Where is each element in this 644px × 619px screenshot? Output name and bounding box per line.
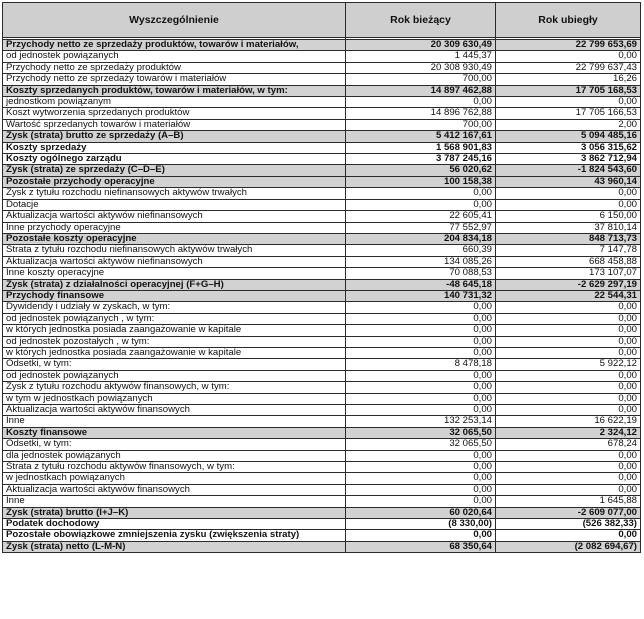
table-row [3,347,641,358]
row-current-year: 134 085,26 [346,256,496,267]
row-label: Podatek dochodowy [3,519,346,530]
row-previous-year: 5 922,12 [496,359,641,370]
table-row [3,439,641,450]
row-current-year: 77 552,97 [346,222,496,233]
row-previous-year: 0,00 [496,313,641,324]
row-label: Przychody netto ze sprzedaży produktów [3,62,346,73]
header-previous-year: Rok ubiegły [496,3,641,38]
row-current-year: 700,00 [346,74,496,85]
table-row [3,40,641,51]
row-previous-year: 0,00 [496,462,641,473]
row-previous-year: 3 056 315,62 [496,142,641,153]
row-current-year: 0,00 [346,405,496,416]
table-row [3,541,641,552]
table-row [3,176,641,187]
table-row [3,245,641,256]
income-statement-table [2,2,641,553]
table-row [3,313,641,324]
row-label: od jednostek pozostałych , w tym: [3,336,346,347]
row-previous-year: 0,00 [496,325,641,336]
row-current-year: 0,00 [346,370,496,381]
row-current-year: 1 568 901,83 [346,142,496,153]
row-current-year: 32 065,50 [346,439,496,450]
row-label: Koszty ogólnego zarządu [3,154,346,165]
row-label: Koszt wytworzenia sprzedanych produktów [3,108,346,119]
row-label: Koszty sprzedanych produktów, towarów i materiałów, w tym: [3,85,346,96]
row-previous-year: 0,00 [496,97,641,108]
row-previous-year: 0,00 [496,347,641,358]
table-row [3,405,641,416]
row-current-year: 0,00 [346,462,496,473]
table-row [3,496,641,507]
table-row [3,233,641,244]
row-previous-year: 0,00 [496,370,641,381]
row-current-year: 0,00 [346,450,496,461]
row-previous-year: 5 094 485,16 [496,131,641,142]
row-previous-year: 0,00 [496,302,641,313]
header-description: Wyszczególnienie [3,3,346,38]
row-label: Koszty sprzedaży [3,142,346,153]
row-current-year: 0,00 [346,188,496,199]
row-previous-year: 2 324,12 [496,427,641,438]
row-label: Zysk (strata) brutto (I+J–K) [3,507,346,518]
row-previous-year: (526 382,33) [496,519,641,530]
row-label: Zysk z tytułu rozchodu aktywów finansowych, w tym: [3,382,346,393]
table-row [3,211,641,222]
row-current-year: 0,00 [346,199,496,210]
row-current-year: 0,00 [346,530,496,541]
row-previous-year: (2 082 694,67) [496,541,641,552]
table-row [3,165,641,176]
row-label: Przychody finansowe [3,290,346,301]
row-label: od jednostek powiązanych [3,370,346,381]
row-label: Strata z tytułu rozchodu niefinansowych aktywów trwałych [3,245,346,256]
table-row [3,530,641,541]
table-row [3,199,641,210]
row-previous-year: 37 810,14 [496,222,641,233]
table-row [3,519,641,530]
row-current-year: 0,00 [346,382,496,393]
row-label: Zysk (strata) netto (L-M-N) [3,541,346,552]
row-current-year: 3 787 245,16 [346,154,496,165]
row-label: Inne koszty operacyjne [3,268,346,279]
row-label: Zysk (strata) ze sprzedaży (C–D–E) [3,165,346,176]
table-row [3,279,641,290]
row-current-year: 8 478,18 [346,359,496,370]
row-label: w tym w jednostkach powiązanych [3,393,346,404]
row-current-year: 20 309 630,49 [346,40,496,51]
row-current-year: 56 020,62 [346,165,496,176]
row-current-year: 660,39 [346,245,496,256]
row-previous-year: 0,00 [496,51,641,62]
row-current-year: 204 834,18 [346,233,496,244]
table-row [3,119,641,130]
row-label: Aktualizacja wartości aktywów niefinansowych [3,211,346,222]
table-row [3,473,641,484]
row-current-year: (8 330,00) [346,519,496,530]
row-label: jednostkom powiązanym [3,97,346,108]
income-statement [2,2,640,553]
row-previous-year: 0,00 [496,450,641,461]
table-row [3,268,641,279]
row-label: w których jednostka posiada zaangażowanie w kapitale [3,325,346,336]
table-row [3,97,641,108]
table-row [3,154,641,165]
row-label: Aktualizacja wartości aktywów finansowych [3,405,346,416]
header-row [3,3,641,38]
table-row [3,188,641,199]
table-row [3,222,641,233]
row-previous-year: 0,00 [496,393,641,404]
row-previous-year: 6 150,00 [496,211,641,222]
row-label: Przychody netto ze sprzedaży produktów, towarów i materiałów, [3,40,346,51]
table-row [3,290,641,301]
table-row [3,450,641,461]
row-label: Strata z tytułu rozchodu aktywów finansowych, w tym: [3,462,346,473]
row-current-year: 1 445,37 [346,51,496,62]
table-row [3,131,641,142]
row-previous-year: -2 629 297,19 [496,279,641,290]
row-previous-year: 678,24 [496,439,641,450]
row-current-year: 0,00 [346,336,496,347]
table-row [3,382,641,393]
row-previous-year: 0,00 [496,382,641,393]
row-label: Zysk z tytułu rozchodu niefinansowych aktywów trwałych [3,188,346,199]
row-label: Pozostałe obowiązkowe zmniejszenia zysku (zwiększenia straty) [3,530,346,541]
row-label: Dywidendy i udziały w zyskach, w tym: [3,302,346,313]
row-current-year: 0,00 [346,484,496,495]
row-previous-year: 16 622,19 [496,416,641,427]
row-current-year: 14 897 462,88 [346,85,496,96]
row-current-year: 5 412 167,61 [346,131,496,142]
row-current-year: 22 605,41 [346,211,496,222]
row-previous-year: 0,00 [496,199,641,210]
row-previous-year: 0,00 [496,484,641,495]
row-label: od jednostek powiązanych [3,51,346,62]
table-row [3,507,641,518]
table-row [3,256,641,267]
row-current-year: 70 088,53 [346,268,496,279]
row-current-year: 0,00 [346,347,496,358]
header-current-year: Rok bieżący [346,3,496,38]
row-previous-year: 0,00 [496,530,641,541]
row-label: dla jednostek powiązanych [3,450,346,461]
table-row [3,51,641,62]
table-row [3,370,641,381]
row-current-year: -48 645,18 [346,279,496,290]
row-previous-year: -1 824 543,60 [496,165,641,176]
row-label: Odsetki, w tym: [3,359,346,370]
row-label: Zysk (strata) brutto ze sprzedaży (A–B) [3,131,346,142]
row-previous-year: 17 705 166,53 [496,108,641,119]
table-row [3,336,641,347]
row-previous-year: 17 705 168,53 [496,85,641,96]
table-row [3,74,641,85]
row-previous-year: 43 960,14 [496,176,641,187]
row-label: Aktualizacja wartości aktywów finansowych [3,484,346,495]
table-row [3,393,641,404]
row-current-year: 60 020,64 [346,507,496,518]
row-current-year: 32 065,50 [346,427,496,438]
row-previous-year: 7 147,78 [496,245,641,256]
table-row [3,108,641,119]
row-current-year: 0,00 [346,393,496,404]
row-previous-year: 0,00 [496,336,641,347]
table-row [3,62,641,73]
row-label: Pozostałe przychody operacyjne [3,176,346,187]
row-current-year: 132 253,14 [346,416,496,427]
row-label: Zysk (strata) z działalności operacyjnej (F+G–H) [3,279,346,290]
row-current-year: 100 158,38 [346,176,496,187]
row-previous-year: 2,00 [496,119,641,130]
table-row [3,325,641,336]
table-row [3,484,641,495]
row-current-year: 0,00 [346,302,496,313]
table-row [3,462,641,473]
row-previous-year: 668 458,88 [496,256,641,267]
table-row [3,427,641,438]
table-row [3,359,641,370]
row-current-year: 0,00 [346,313,496,324]
row-label: Koszty finansowe [3,427,346,438]
row-label: Odsetki, w tym: [3,439,346,450]
row-current-year: 20 308 930,49 [346,62,496,73]
row-current-year: 700,00 [346,119,496,130]
row-previous-year: 22 799 653,69 [496,40,641,51]
row-current-year: 14 896 762,88 [346,108,496,119]
row-current-year: 0,00 [346,496,496,507]
row-label: Inne przychody operacyjne [3,222,346,233]
row-current-year: 0,00 [346,473,496,484]
row-current-year: 140 731,32 [346,290,496,301]
row-label: Pozostałe koszty operacyjne [3,233,346,244]
row-previous-year: 22 799 637,43 [496,62,641,73]
row-current-year: 0,00 [346,97,496,108]
row-label: Aktualizacja wartości aktywów niefinansowych [3,256,346,267]
row-previous-year: 0,00 [496,405,641,416]
row-label: w których jednostka posiada zaangażowanie w kapitale [3,347,346,358]
row-label: Przychody netto ze sprzedaży towarów i materiałów [3,74,346,85]
row-previous-year: 848 713,73 [496,233,641,244]
row-previous-year: 16,26 [496,74,641,85]
row-label: Wartość sprzedanych towarów i materiałów [3,119,346,130]
table-row [3,302,641,313]
row-label: od jednostek powiązanych , w tym: [3,313,346,324]
row-previous-year: -2 609 077,00 [496,507,641,518]
table-row [3,142,641,153]
row-label: Inne [3,416,346,427]
row-previous-year: 0,00 [496,473,641,484]
row-previous-year: 3 862 712,94 [496,154,641,165]
row-current-year: 0,00 [346,325,496,336]
row-current-year: 68 350,64 [346,541,496,552]
row-label: w jednostkach powiązanych [3,473,346,484]
row-previous-year: 0,00 [496,188,641,199]
row-label: Inne [3,496,346,507]
row-previous-year: 1 645,88 [496,496,641,507]
row-previous-year: 22 544,31 [496,290,641,301]
table-row [3,85,641,96]
row-label: Dotacje [3,199,346,210]
table-row [3,416,641,427]
row-previous-year: 173 107,07 [496,268,641,279]
